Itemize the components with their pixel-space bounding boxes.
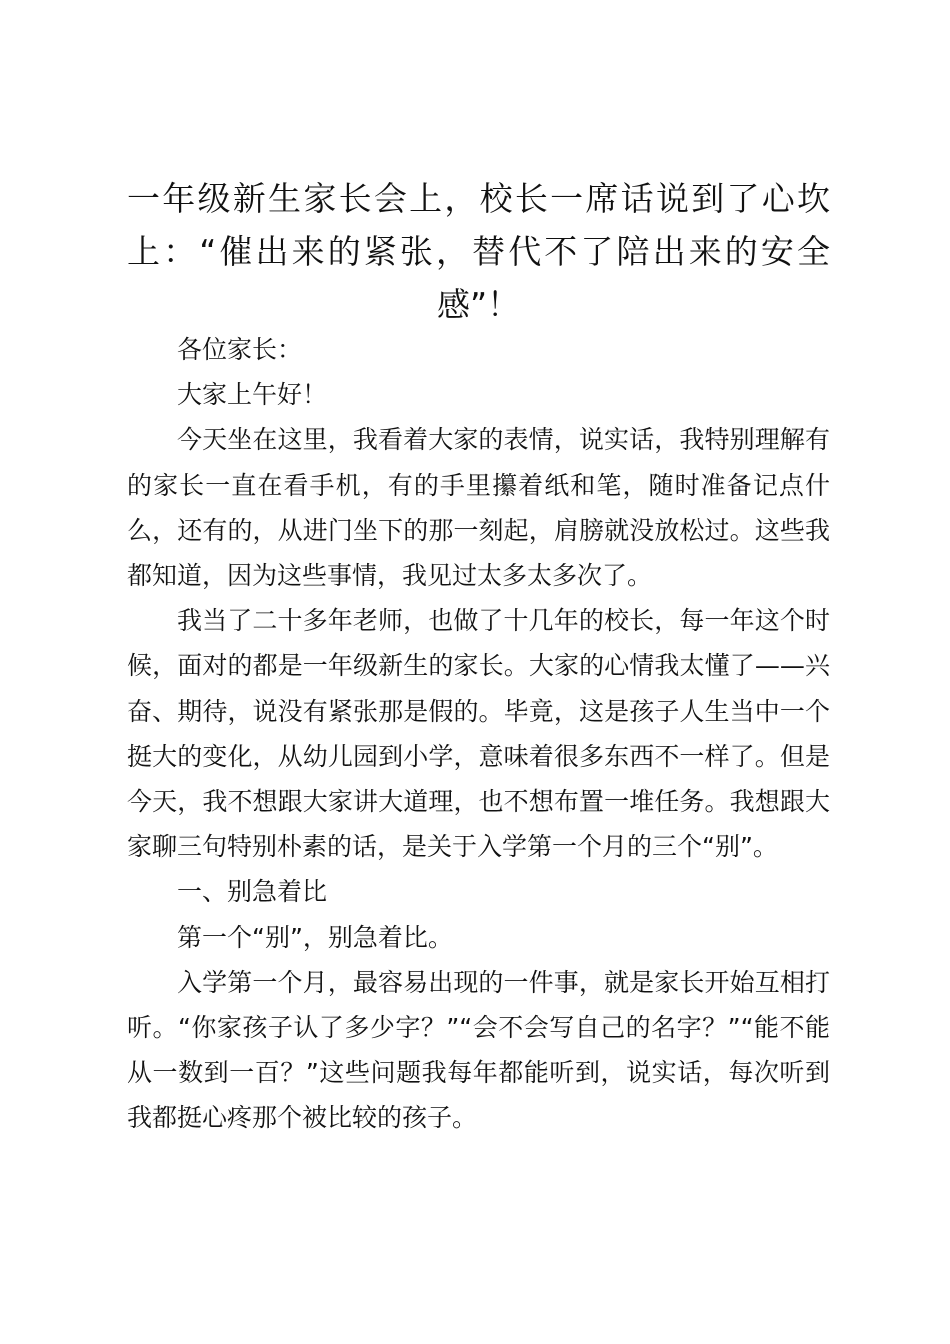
section-heading: 一、别急着比 — [177, 877, 328, 907]
salutation: 各位家长： — [177, 335, 303, 364]
body-paragraph: 入学第一个月，最容易出现的一件事，就是家长开始互相打听。“你家孩子认了多少字？”“会不会写自己的名字？”“能不能从一数到一百？”这些问题我每年都能听到，说实话，每次听到我都挺心疼那个被比较的孩子。 — [127, 967, 830, 1133]
body-paragraph: 第一个“别”，别急着比。 — [177, 922, 453, 952]
body-paragraph: 今天坐在这里，我看着大家的表情，说实话，我特别理解有的家长一直在看手机，有的手里攥着纸和笔，随时准备记点什么，还有的，从进门坐下的那一刻起，肩膀就没放松过。这些我都知道，因为这些事情，我见过太多太多次了。 — [127, 425, 830, 591]
document-title: 一年级新生家长会上，校长一席话说到了心坎上：“催出来的紧张，替代不了陪出来的安全感”！ — [127, 179, 830, 324]
greeting: 大家上午好！ — [177, 380, 328, 410]
document-body — [127, 327, 830, 1141]
body-paragraph: 我当了二十多年老师，也做了十几年的校长，每一年这个时候，面对的都是一年级新生的家长。大家的心情我太懂了——兴奋、期待，说没有紧张那是假的。毕竟，这是孩子人生当中一个挺大的变化，从幼儿园到小学，意味着很多东西不一样了。但是今天，我不想跟大家讲大道理，也不想布置一堆任务。我想跟大家聊三句特别朴素的话，是关于入学第一个月的三个“别”。 — [127, 606, 830, 862]
